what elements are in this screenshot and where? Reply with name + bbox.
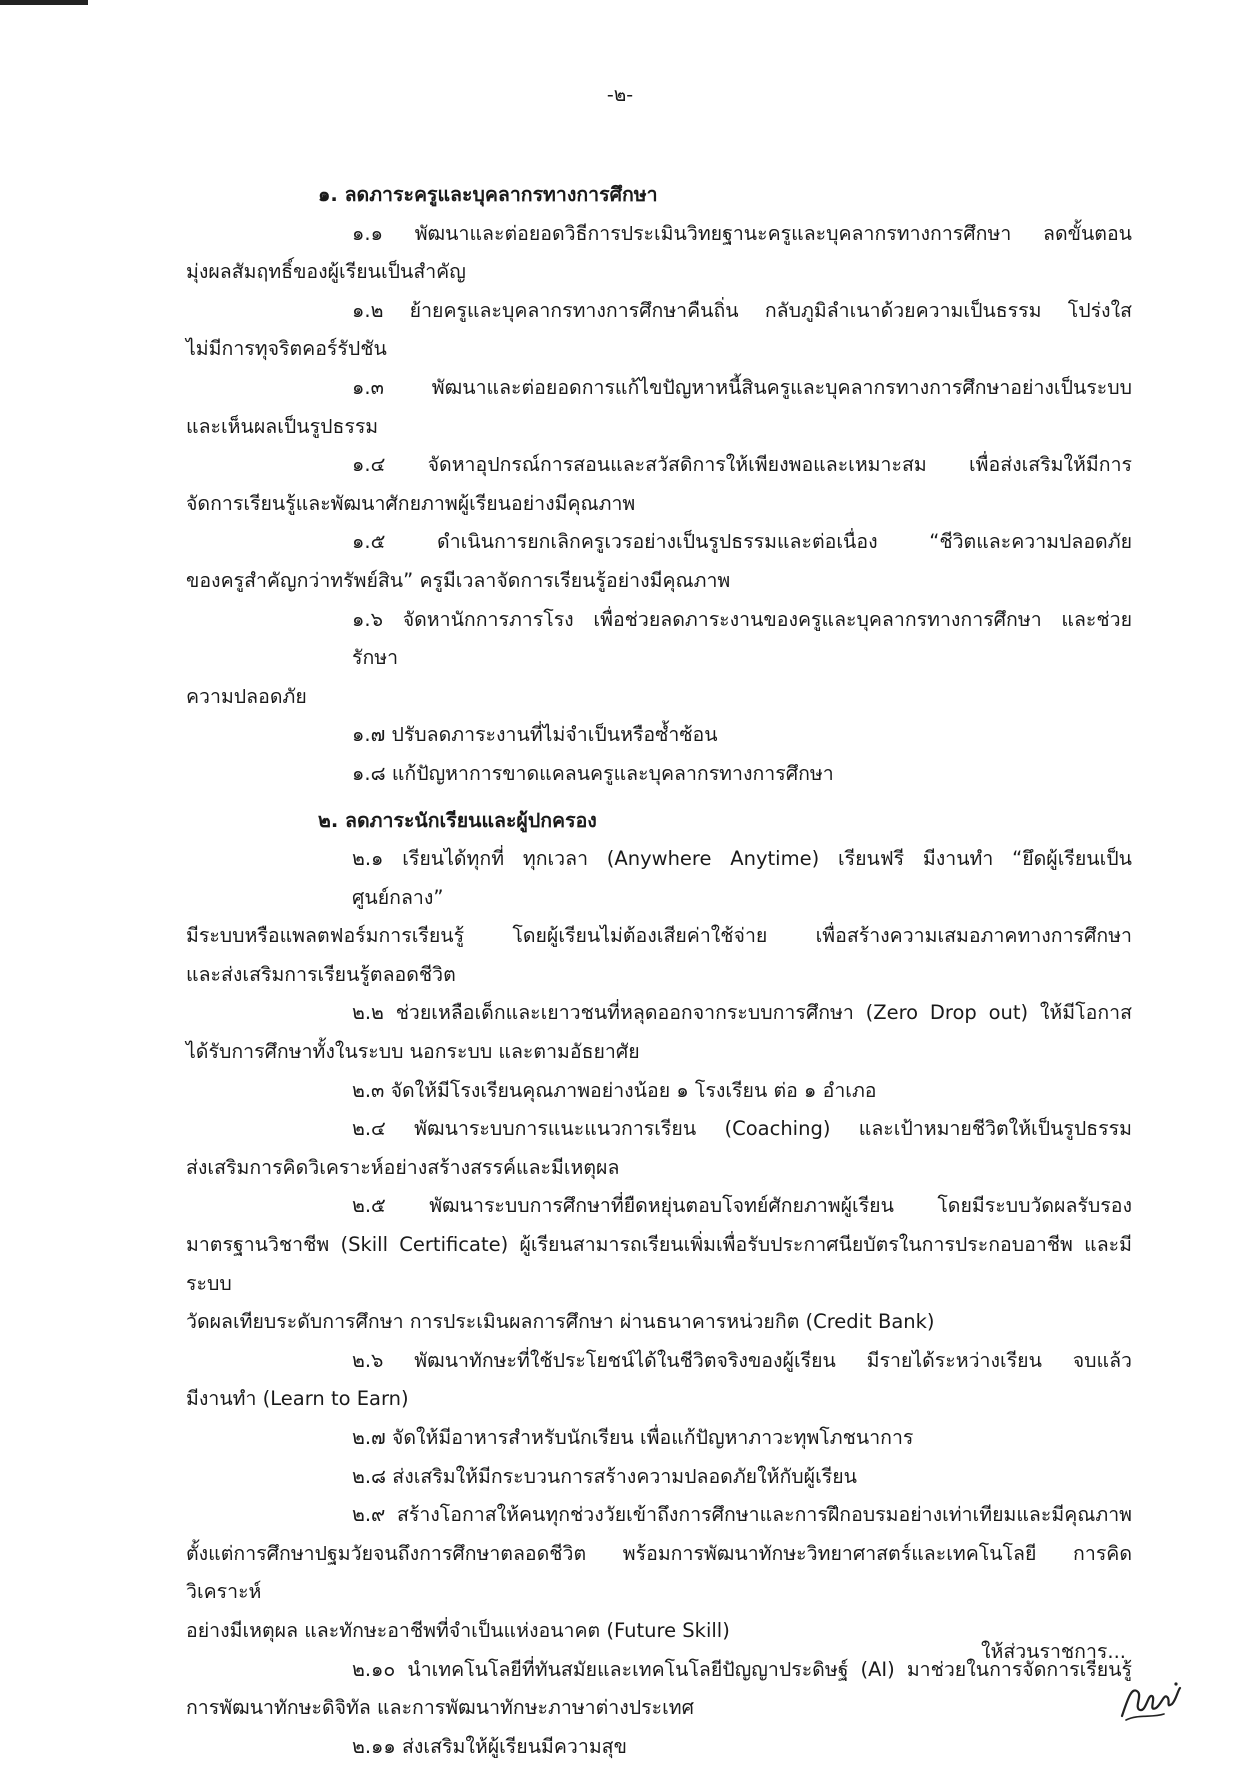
item-continuation-line: มาตรฐานวิชาชีพ (Skill Certificate) ผู้เรียนสามารถเรียนเพิ่มเพื่อรับประกาศนียบัตรในการประกอบอาชีพ และมีระบบ xyxy=(186,1233,1132,1295)
item-first-line: ๒.๘ ส่งเสริมให้มีกระบวนการสร้างความปลอดภัยให้กับผู้เรียน xyxy=(352,1464,857,1488)
list-item xyxy=(186,994,1132,1071)
item-first-line: ๑.๔ จัดหาอุปกรณ์การสอนและสวัสดิการให้เพียงพอและเหมาะสม เพื่อส่งเสริมให้มีการ xyxy=(352,453,1132,477)
item-first-line: ๒.๓ จัดให้มีโรงเรียนคุณภาพอย่างน้อย ๑ โรงเรียน ต่อ ๑ อำเภอ xyxy=(352,1078,877,1102)
item-continuation-line: มีงานทำ (Learn to Earn) xyxy=(186,1387,409,1411)
item-first-line: ๒.๑๐ นำเทคโนโลยีที่ทันสมัยและเทคโนโลยีปัญญาประดิษฐ์ (AI) มาช่วยในการจัดการเรียนรู้ xyxy=(352,1657,1132,1681)
section-heading: ๒. ลดภาระนักเรียนและผู้ปกครอง xyxy=(318,808,597,832)
item-first-line: ๑.๗ ปรับลดภาระงานที่ไม่จำเป็นหรือซ้ำซ้อน xyxy=(352,723,718,747)
item-continuation-line: มุ่งผลสัมฤทธิ์ของผู้เรียนเป็นสำคัญ xyxy=(186,260,466,284)
item-continuation-line: วัดผลเทียบระดับการศึกษา การประเมินผลการศึกษา ผ่านธนาคารหน่วยกิต (Credit Bank) xyxy=(186,1310,935,1334)
item-continuation-line: ความปลอดภัย xyxy=(186,684,307,708)
item-continuation-line: การพัฒนาทักษะดิจิทัล และการพัฒนาทักษะภาษาต่างประเทศ xyxy=(186,1696,694,1720)
item-first-line: ๒.๒ ช่วยเหลือเด็กและเยาวชนที่หลุดออกจากระบบการศึกษา (Zero Drop out) ให้มีโอกาส xyxy=(352,1001,1132,1025)
list-item xyxy=(186,716,1132,755)
list-item xyxy=(186,1072,1132,1111)
item-first-line: ๑.๕ ดำเนินการยกเลิกครูเวรอย่างเป็นรูปธรรมและต่อเนื่อง “ชีวิตและความปลอดภัย xyxy=(352,530,1132,554)
list-item xyxy=(186,369,1132,446)
page-number: -๒- xyxy=(606,84,634,106)
item-continuation-line: มีระบบหรือแพลตฟอร์มการเรียนรู้ โดยผู้เรียนไม่ต้องเสียค่าใช้จ่าย เพื่อสร้างความเสมอภาคทางการศึกษา xyxy=(186,924,1132,948)
item-continuation-line: ของครูสำคัญกว่าทรัพย์สิน” ครูมีเวลาจัดการเรียนรู้อย่างมีคุณภาพ xyxy=(186,568,731,592)
item-first-line: ๒.๙ สร้างโอกาสให้คนทุกช่วงวัยเข้าถึงการศึกษาและการฝึกอบรมอย่างเท่าเทียมและมีคุณภาพ xyxy=(352,1503,1132,1527)
item-continuation-line: ตั้งแต่การศึกษาปฐมวัยจนถึงการศึกษาตลอดชีวิต พร้อมการพัฒนาทักษะวิทยาศาสตร์และเทคโนโลยี การคิดวิเคราะห์ xyxy=(186,1541,1132,1604)
item-first-line: ๑.๒ ย้ายครูและบุคลากรทางการศึกษาคืนถิ่น กลับภูมิลำเนาด้วยความเป็นธรรม โปร่งใส xyxy=(352,298,1132,322)
scan-edge-mark xyxy=(0,0,88,5)
list-item xyxy=(186,1110,1132,1187)
list-item xyxy=(186,446,1132,523)
item-first-line: ๒.๑๑ ส่งเสริมให้ผู้เรียนมีความสุข xyxy=(352,1734,627,1758)
item-continuation-line: ไม่มีการทุจริตคอร์รัปชัน xyxy=(186,337,387,361)
item-first-line: ๒.๔ พัฒนาระบบการแนะแนวการเรียน (Coaching) และเป้าหมายชีวิตให้เป็นรูปธรรม xyxy=(352,1117,1132,1141)
list-item xyxy=(186,1496,1132,1650)
item-first-line: ๒.๕ พัฒนาระบบการศึกษาที่ยืดหยุ่นตอบโจทย์ศักยภาพผู้เรียน โดยมีระบบวัดผลรับรอง xyxy=(352,1194,1132,1218)
item-first-line: ๒.๖ พัฒนาทักษะที่ใช้ประโยชน์ได้ในชีวิตจริงของผู้เรียน มีรายได้ระหว่างเรียน จบแล้ว xyxy=(352,1348,1132,1372)
list-item xyxy=(186,292,1132,369)
item-continuation-line: ส่งเสริมการคิดวิเคราะห์อย่างสร้างสรรค์และมีเหตุผล xyxy=(186,1155,620,1179)
list-item xyxy=(186,1342,1132,1419)
item-first-line: ๑.๑ พัฒนาและต่อยอดวิธีการประเมินวิทยฐานะครูและบุคลากรทางการศึกษา ลดขั้นตอน xyxy=(352,221,1132,245)
item-first-line: ๑.๖ จัดหานักการภารโรง เพื่อช่วยลดภาระงานของครูและบุคลากรทางการศึกษา และช่วยรักษา xyxy=(352,607,1132,670)
item-first-line: ๑.๓ พัฒนาและต่อยอดการแก้ไขปัญหาหนี้สินครูและบุคลากรทางการศึกษาอย่างเป็นระบบ xyxy=(352,375,1132,399)
item-first-line: ๒.๑ เรียนได้ทุกที่ ทุกเวลา (Anywhere Anytime) เรียนฟรี มีงานทำ “ยึดผู้เรียนเป็นศูนย์กลาง” xyxy=(352,847,1132,909)
list-item xyxy=(186,1187,1132,1341)
list-item xyxy=(186,601,1132,717)
signature-initials xyxy=(1118,1678,1182,1724)
document-body xyxy=(186,168,1132,1766)
list-item xyxy=(186,215,1132,292)
section-heading: ๑. ลดภาระครูและบุคลากรทางการศึกษา xyxy=(318,183,658,206)
list-item xyxy=(186,1458,1132,1497)
item-first-line: ๒.๗ จัดให้มีอาหารสำหรับนักเรียน เพื่อแก้ปัญหาภาวะทุพโภชนาการ xyxy=(352,1426,914,1449)
list-item xyxy=(186,840,1132,994)
item-continuation-line: และเห็นผลเป็นรูปธรรม xyxy=(186,414,379,438)
item-continuation-line: และส่งเสริมการเรียนรู้ตลอดชีวิต xyxy=(186,962,456,986)
item-continuation-line: ได้รับการศึกษาทั้งในระบบ นอกระบบ และตามอัธยาศัย xyxy=(186,1040,640,1064)
item-continuation-line: จัดการเรียนรู้และพัฒนาศักยภาพผู้เรียนอย่างมีคุณภาพ xyxy=(186,491,636,515)
list-item xyxy=(186,1419,1132,1458)
continuation-note: ให้ส่วนราชการ... xyxy=(980,1640,1126,1663)
list-item xyxy=(186,523,1132,600)
item-continuation-line: อย่างมีเหตุผล และทักษะอาชีพที่จำเป็นแห่งอนาคต (Future Skill) xyxy=(186,1618,730,1642)
list-item xyxy=(186,1728,1132,1766)
item-first-line: ๑.๘ แก้ปัญหาการขาดแคลนครูและบุคลากรทางการศึกษา xyxy=(352,761,834,785)
list-item xyxy=(186,755,1132,794)
